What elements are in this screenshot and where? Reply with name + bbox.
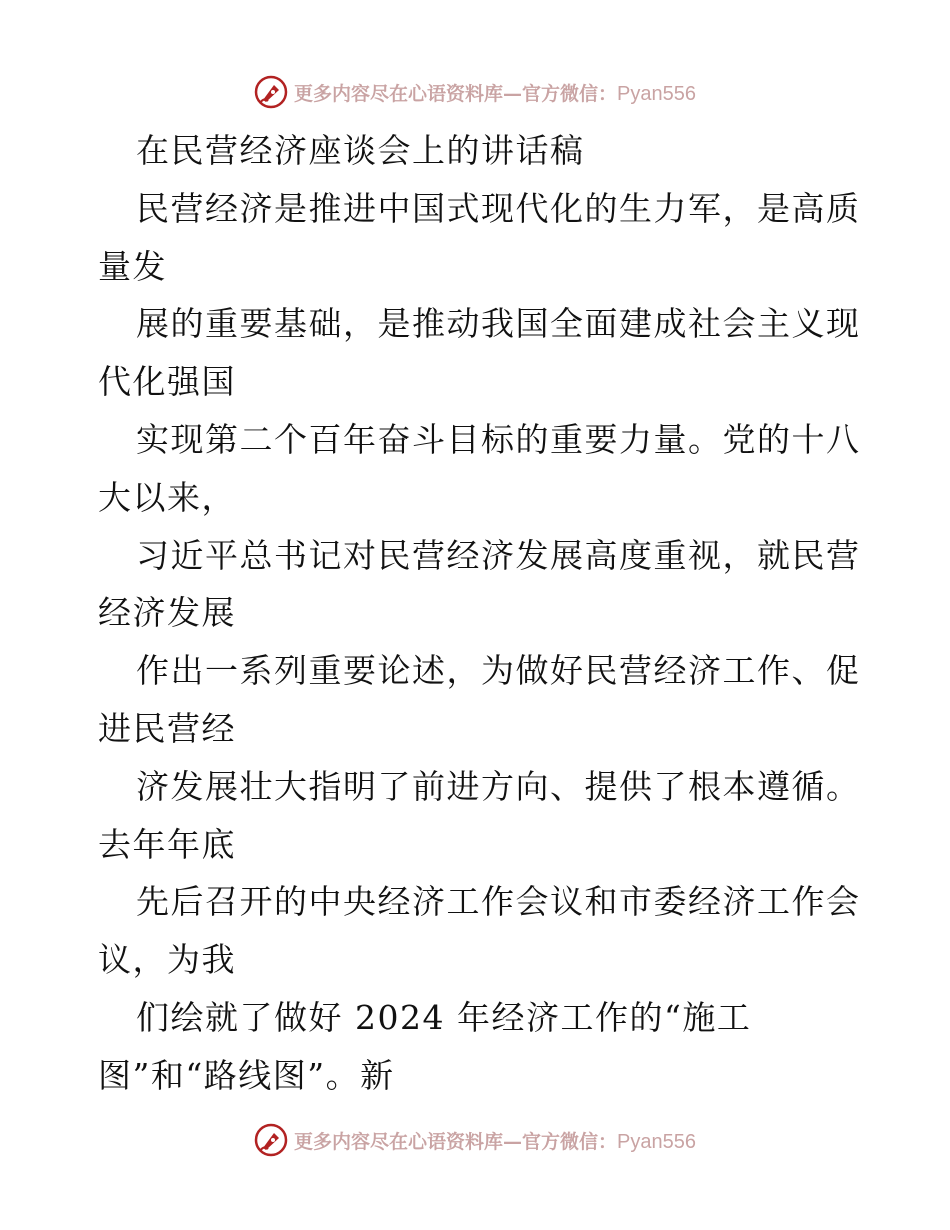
footer-wechat-label: 官方微信：	[522, 1130, 618, 1153]
paragraph-line: 先后召开的中央经济工作会议和市委经济工作会	[136, 882, 861, 922]
header-wechat-label: 官方微信：	[522, 82, 618, 105]
paragraph-line: 民营经济是推进中国式现代化的生力军，是高质	[136, 188, 861, 228]
footer-banner	[0, 1118, 950, 1162]
footer-wechat-id: Pyan556	[617, 1130, 696, 1153]
paragraph-line: 济发展壮大指明了前进方向、提供了根本遵循。	[136, 766, 861, 806]
footer-separator: —	[503, 1130, 523, 1153]
paragraph-line: 去年年底	[98, 824, 236, 864]
paragraph-line: 作出一系列重要论述，为做好民营经济工作、促	[136, 651, 861, 691]
paragraph-line: 们绘就了做好 2024 年经济工作的“施工	[136, 997, 752, 1037]
header-banner	[0, 70, 950, 114]
pen-nib-logo-icon	[254, 75, 288, 109]
header-wechat-id: Pyan556	[617, 82, 696, 105]
header-site-name: 更多内容尽在心语资料库	[294, 82, 504, 105]
pen-nib-logo-icon	[254, 1123, 288, 1157]
paragraph-line: 展的重要基础，是推动我国全面建成社会主义现	[136, 304, 861, 344]
paragraph-line: 进民营经	[98, 708, 236, 748]
paragraph-line: 大以来，	[98, 477, 236, 517]
paragraph-line: 实现第二个百年奋斗目标的重要力量。党的十八	[136, 419, 861, 459]
paragraph-line: 经济发展	[98, 593, 236, 633]
paragraph-line: 代化强国	[98, 362, 236, 402]
paragraph-line: 图”和“路线图”。新	[98, 1055, 395, 1095]
paragraph-line: 量发	[98, 246, 167, 286]
footer-site-name: 更多内容尽在心语资料库	[294, 1130, 504, 1153]
header-text	[294, 79, 696, 106]
header-separator: —	[503, 82, 523, 105]
document-title: 在民营经济座谈会上的讲话稿	[136, 131, 585, 170]
paragraph-line: 习近平总书记对民营经济发展高度重视，就民营	[136, 535, 861, 575]
document-body	[98, 122, 861, 1105]
paragraph-line: 议，为我	[98, 940, 236, 980]
footer-text	[294, 1127, 696, 1154]
